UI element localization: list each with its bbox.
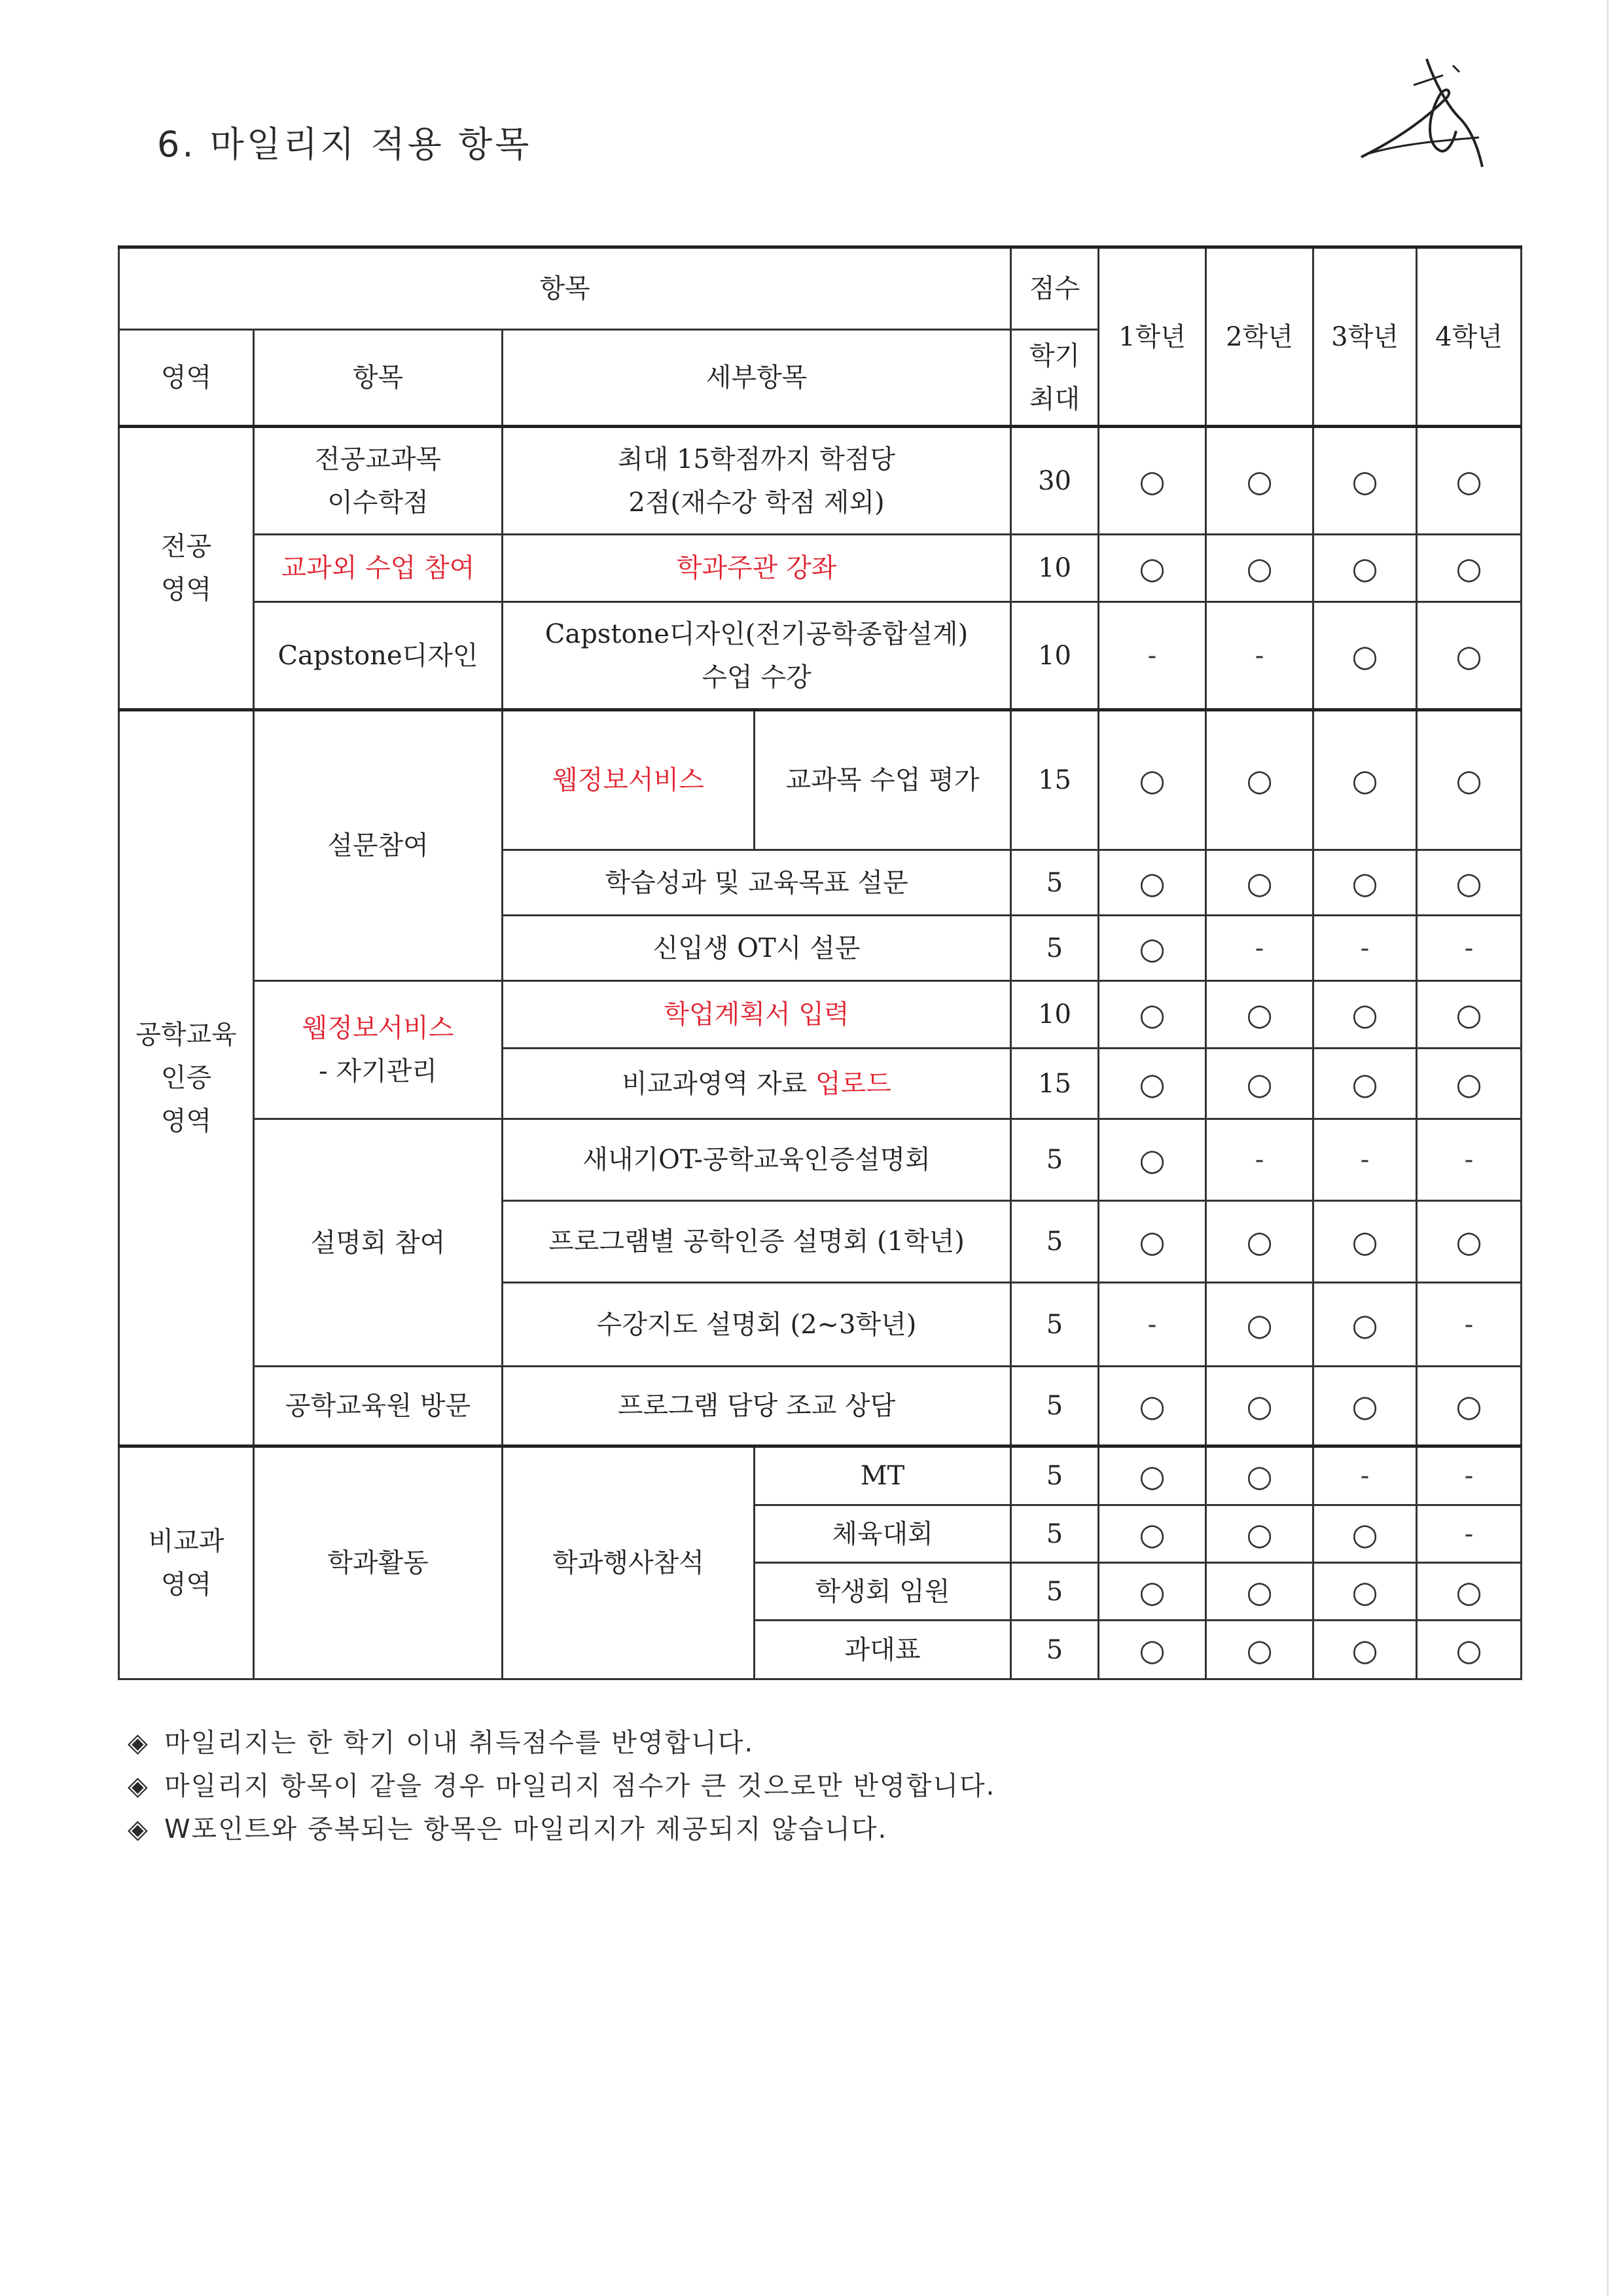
year-mark: ○ (1206, 427, 1313, 535)
year-mark: ○ (1313, 1201, 1417, 1283)
note-item (128, 1765, 995, 1808)
detail-cell: 학습성과 및 교육목표 설문 (503, 850, 1011, 916)
year-mark: ○ (1099, 710, 1206, 850)
scan-edge-line (1607, 0, 1609, 2296)
year-mark: - (1313, 1119, 1417, 1201)
header-year-1: 1학년 (1099, 247, 1206, 427)
note-item (128, 1721, 995, 1765)
score-cell: 30 (1011, 427, 1099, 535)
year-mark: ○ (1417, 1367, 1522, 1446)
table-row (119, 1446, 1522, 1505)
area-label-line: 공학교육 (135, 1020, 237, 1050)
detail-cell: 프로그램 담당 조교 상담 (503, 1367, 1011, 1446)
table-row (119, 1119, 1522, 1201)
score-cell: 10 (1011, 602, 1099, 710)
year-mark: ○ (1313, 1049, 1417, 1119)
item-label-line: 웹정보서비스 (302, 1013, 454, 1043)
score-cell: 5 (1011, 1505, 1099, 1563)
year-mark: ○ (1313, 602, 1417, 710)
table-row (119, 981, 1522, 1049)
year-mark: ○ (1099, 1119, 1206, 1201)
year-mark: ○ (1099, 916, 1206, 981)
year-mark: ○ (1099, 1367, 1206, 1446)
item-cell: 설명회 참여 (254, 1119, 503, 1367)
year-mark: ○ (1417, 1049, 1522, 1119)
diamond-bullet-icon: ◈ (128, 1728, 149, 1758)
detail-cell: 수강지도 설명회 (2~3학년) (503, 1283, 1011, 1367)
note-text: 마일리지는 한 학기 이내 취득점수를 반영합니다. (164, 1728, 755, 1758)
score-cell: 10 (1011, 981, 1099, 1049)
detail-cell: 신입생 OT시 설문 (503, 916, 1011, 981)
year-mark: ○ (1206, 1049, 1313, 1119)
diamond-bullet-icon: ◈ (128, 1771, 149, 1801)
detail-cell: 프로그램별 공학인증 설명회 (1학년) (503, 1201, 1011, 1283)
item-label-line: - 자기관리 (319, 1056, 437, 1086)
year-mark: ○ (1206, 1367, 1313, 1446)
year-mark: ○ (1313, 1283, 1417, 1367)
year-mark: ○ (1206, 850, 1313, 916)
item-cell: 공학교육원 방문 (254, 1367, 503, 1446)
item-cell (254, 981, 503, 1119)
year-mark: ○ (1417, 1621, 1522, 1679)
detail-text-highlight: 업로드 (815, 1068, 891, 1099)
notes-list (128, 1721, 995, 1851)
year-mark: ○ (1313, 535, 1417, 602)
header-item: 항목 (254, 330, 503, 427)
year-mark: ○ (1099, 427, 1206, 535)
year-mark: - (1417, 916, 1522, 981)
header-score-top: 점수 (1011, 247, 1099, 330)
year-mark: ○ (1313, 981, 1417, 1049)
year-mark: - (1099, 602, 1206, 710)
header-year-4: 4학년 (1417, 247, 1522, 427)
year-mark: ○ (1313, 850, 1417, 916)
table-row (119, 602, 1522, 710)
table-row (119, 710, 1522, 850)
year-mark: ○ (1099, 1563, 1206, 1621)
detail-cell: 새내기OT-공학교육인증설명회 (503, 1119, 1011, 1201)
header-year-2: 2학년 (1206, 247, 1313, 427)
table-row (119, 1367, 1522, 1446)
detail-sub-cell: 체육대회 (755, 1505, 1011, 1563)
item-cell (254, 427, 503, 535)
year-mark: ○ (1206, 1446, 1313, 1505)
score-cell: 10 (1011, 535, 1099, 602)
score-cell: 5 (1011, 1283, 1099, 1367)
detail-label-line: 최대 15학점까지 학점당 (617, 444, 896, 475)
detail-text: 비교과영역 자료 (622, 1068, 816, 1099)
year-mark: - (1417, 1505, 1522, 1563)
area-cell-extra (119, 1446, 254, 1679)
table-row (119, 427, 1522, 535)
detail-label-line: 2점(재수강 학점 제외) (628, 487, 885, 518)
year-mark: ○ (1099, 981, 1206, 1049)
header-detail: 세부항목 (503, 330, 1011, 427)
year-mark: - (1206, 916, 1313, 981)
score-cell: 5 (1011, 1446, 1099, 1505)
score-cell: 5 (1011, 850, 1099, 916)
item-cell: 교과외 수업 참여 (254, 535, 503, 602)
item-cell: 설문참여 (254, 710, 503, 981)
score-cell: 5 (1011, 1119, 1099, 1201)
area-label-line: 영역 (160, 575, 212, 605)
detail-sub-cell: 웹정보서비스 (503, 710, 755, 850)
year-mark: ○ (1099, 1621, 1206, 1679)
year-mark: ○ (1099, 1446, 1206, 1505)
year-mark: ○ (1099, 1505, 1206, 1563)
mileage-table-container (118, 245, 1503, 1680)
year-mark: ○ (1417, 1563, 1522, 1621)
year-mark: - (1206, 1119, 1313, 1201)
year-mark: - (1206, 602, 1313, 710)
mileage-table (118, 245, 1522, 1680)
header-year-3: 3학년 (1313, 247, 1417, 427)
header-score-line1: 학기 (1029, 341, 1080, 371)
area-cell-cert (119, 710, 254, 1446)
table-row (119, 535, 1522, 602)
detail-cell: 학업계획서 입력 (503, 981, 1011, 1049)
year-mark: ○ (1099, 1201, 1206, 1283)
year-mark: ○ (1206, 1563, 1313, 1621)
year-mark: ○ (1099, 535, 1206, 602)
score-cell: 15 (1011, 710, 1099, 850)
item-label-line: 전공교과목 (314, 444, 442, 475)
item-cell: Capstone디자인 (254, 602, 503, 710)
note-text: W포인트와 중복되는 항목은 마일리지가 제공되지 않습니다. (164, 1814, 888, 1844)
year-mark: - (1417, 1283, 1522, 1367)
header-area: 영역 (119, 330, 254, 427)
year-mark: ○ (1206, 1201, 1313, 1283)
year-mark: ○ (1313, 1621, 1417, 1679)
score-cell: 5 (1011, 916, 1099, 981)
area-label-line: 인증 (160, 1063, 212, 1093)
detail-sub-cell: 학생회 임원 (755, 1563, 1011, 1621)
year-mark: ○ (1313, 1505, 1417, 1563)
year-mark: ○ (1206, 981, 1313, 1049)
score-cell: 5 (1011, 1201, 1099, 1283)
year-mark: ○ (1417, 981, 1522, 1049)
score-cell: 5 (1011, 1563, 1099, 1621)
area-label-line: 영역 (160, 1570, 212, 1600)
score-cell: 5 (1011, 1367, 1099, 1446)
year-mark: ○ (1206, 535, 1313, 602)
detail-cell (503, 427, 1011, 535)
year-mark: - (1417, 1119, 1522, 1201)
year-mark: ○ (1099, 850, 1206, 916)
score-cell: 5 (1011, 1621, 1099, 1679)
year-mark: ○ (1417, 710, 1522, 850)
year-mark: ○ (1417, 1201, 1522, 1283)
year-mark: ○ (1417, 850, 1522, 916)
year-mark: ○ (1206, 1621, 1313, 1679)
detail-label-line: Capstone디자인(전기공학종합설계) (544, 619, 969, 649)
page-title: 6. 마일리지 적용 항목 (157, 124, 532, 165)
header-row-1 (119, 247, 1522, 330)
year-mark: ○ (1206, 710, 1313, 850)
year-mark: ○ (1206, 1283, 1313, 1367)
item-cell: 학과활동 (254, 1446, 503, 1679)
diamond-bullet-icon: ◈ (128, 1814, 149, 1844)
year-mark: ○ (1417, 427, 1522, 535)
year-mark: - (1417, 1446, 1522, 1505)
year-mark: ○ (1313, 1367, 1417, 1446)
year-mark: ○ (1206, 1505, 1313, 1563)
detail-cell: 학과주관 강좌 (503, 535, 1011, 602)
detail-sub-cell: 과대표 (755, 1621, 1011, 1679)
year-mark: ○ (1099, 1049, 1206, 1119)
note-item (128, 1808, 995, 1851)
detail-label-line: 수업 수강 (702, 662, 812, 692)
detail-sub-cell: 학과행사참석 (503, 1446, 755, 1679)
area-label-line: 영역 (160, 1106, 212, 1136)
year-mark: - (1313, 1446, 1417, 1505)
detail-sub-cell: MT (755, 1446, 1011, 1505)
year-mark: - (1313, 916, 1417, 981)
year-mark: ○ (1313, 710, 1417, 850)
note-text: 마일리지 항목이 같을 경우 마일리지 점수가 큰 것으로만 반영합니다. (164, 1771, 996, 1801)
header-score-line2: 최대 (1029, 384, 1080, 414)
header-items-label: 항목 (119, 247, 1011, 330)
header-score-bottom (1011, 330, 1099, 427)
item-label-line: 이수학점 (327, 487, 429, 518)
signature (1348, 46, 1492, 177)
area-cell-major (119, 427, 254, 710)
detail-cell (503, 602, 1011, 710)
year-mark: ○ (1417, 535, 1522, 602)
area-label-line: 비교과 (148, 1526, 224, 1556)
year-mark: ○ (1313, 1563, 1417, 1621)
area-label-line: 전공 (160, 531, 212, 562)
detail-sub-cell: 교과목 수업 평가 (755, 710, 1011, 850)
detail-cell (503, 1049, 1011, 1119)
year-mark: ○ (1313, 427, 1417, 535)
year-mark: ○ (1417, 602, 1522, 710)
year-mark: - (1099, 1283, 1206, 1367)
score-cell: 15 (1011, 1049, 1099, 1119)
